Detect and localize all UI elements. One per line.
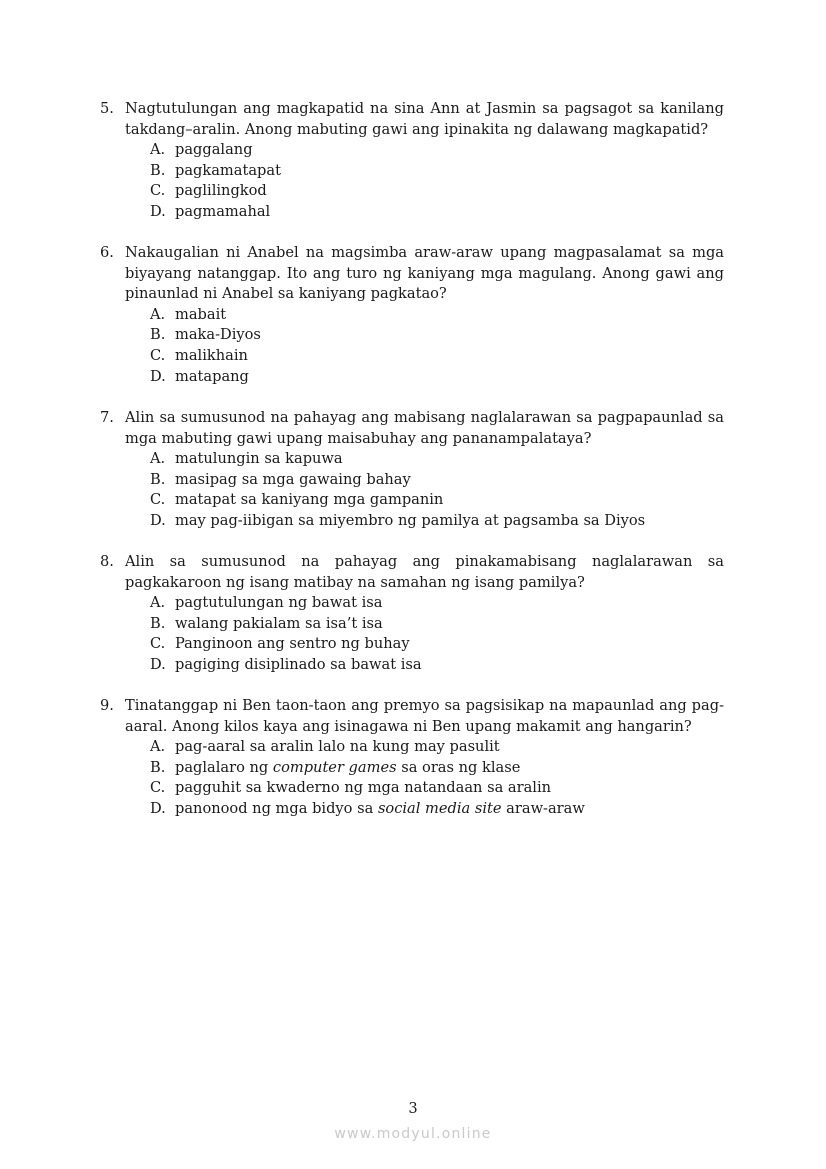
choice-a: A. pagtutulungan ng bawat isa: [150, 594, 383, 612]
question-text: Tinatanggap ni Ben taon-taon ang premyo sa pagsisikap na mapaunlad ang pag-aaral. Anong kilos kaya ang isinagawa ni Ben upang makamit ang hangarin?: [125, 697, 724, 735]
choice-a: A. pag-aaral sa aralin lalo na kung may pasulit: [150, 738, 500, 756]
choice-c: C. pagguhit sa kwaderno ng mga natandaan sa aralin: [150, 779, 552, 797]
watermark-text: www.modyul.online: [334, 1126, 492, 1142]
choice-c: C. Panginoon ang sentro ng buhay: [150, 635, 410, 653]
choice-b: B. pagkamatapat: [150, 161, 281, 179]
question-8: [100, 552, 724, 676]
question-text: Alin sa sumusunod na pahayag ang pinakamabisang naglalarawan sa pagkakaroon ng isang matibay na samahan ng isang pamilya?: [125, 553, 724, 591]
choice-b: B. maka-Diyos: [150, 326, 261, 344]
question-number: 6.: [100, 244, 114, 261]
choice-d: D. pagiging disiplinado sa bawat isa: [150, 655, 422, 673]
choice-b: B. paglalaro ng computer games sa oras ng klase: [150, 758, 521, 776]
page-number: 3: [408, 1100, 418, 1117]
question-number: 5.: [100, 100, 114, 117]
question-text: Nakaugalian ni Anabel na magsimba araw-araw upang magpasalamat sa mga biyayang natanggap. Ito ang turo ng kaniyang mga magulang. Anong gawi ang pinaunlad ni Anabel sa kaniyang pagkatao?: [125, 244, 724, 303]
choice-b: B. walang pakialam sa isa’t isa: [150, 614, 383, 632]
question-text: Alin sa sumusunod na pahayag ang mabisang naglalarawan sa pagpapaunlad sa mga mabuting gawi upang maisabuhay ang pananampalataya?: [125, 409, 724, 447]
question-7: [100, 408, 724, 532]
question-text: Nagtutulungan ang magkapatid na sina Ann at Jasmin sa pagsagot sa kanilang takdang–aralin. Anong mabuting gawi ang ipinakita ng dalawang magkapatid?: [125, 100, 724, 138]
choice-a: A. mabait: [150, 305, 227, 323]
choice-c: C. malikhain: [150, 346, 248, 364]
question-6: [100, 243, 724, 387]
question-number: 8.: [100, 553, 114, 570]
choice-d: D. matapang: [150, 367, 249, 385]
choice-list: [100, 737, 724, 819]
question-number: 9.: [100, 697, 114, 714]
choice-c: C. paglilingkod: [150, 182, 267, 200]
choice-d: D. may pag-iibigan sa miyembro ng pamilya at pagsamba sa Diyos: [150, 511, 646, 529]
question-9: [100, 696, 724, 820]
choice-d: D. panonood ng mga bidyo sa social media site araw-araw: [150, 799, 585, 817]
question-number: 7.: [100, 409, 114, 426]
question-5: [100, 99, 724, 223]
choice-list: [100, 593, 724, 675]
choice-b: B. masipag sa mga gawaing bahay: [150, 470, 411, 488]
choice-list: [100, 140, 724, 222]
choice-c: C. matapat sa kaniyang mga gampanin: [150, 491, 444, 509]
choice-d: D. pagmamahal: [150, 202, 271, 220]
choice-list: [100, 449, 724, 531]
choice-list: [100, 305, 724, 387]
choice-a: A. paggalang: [150, 141, 253, 159]
choice-a: A. matulungin sa kapuwa: [150, 450, 343, 468]
